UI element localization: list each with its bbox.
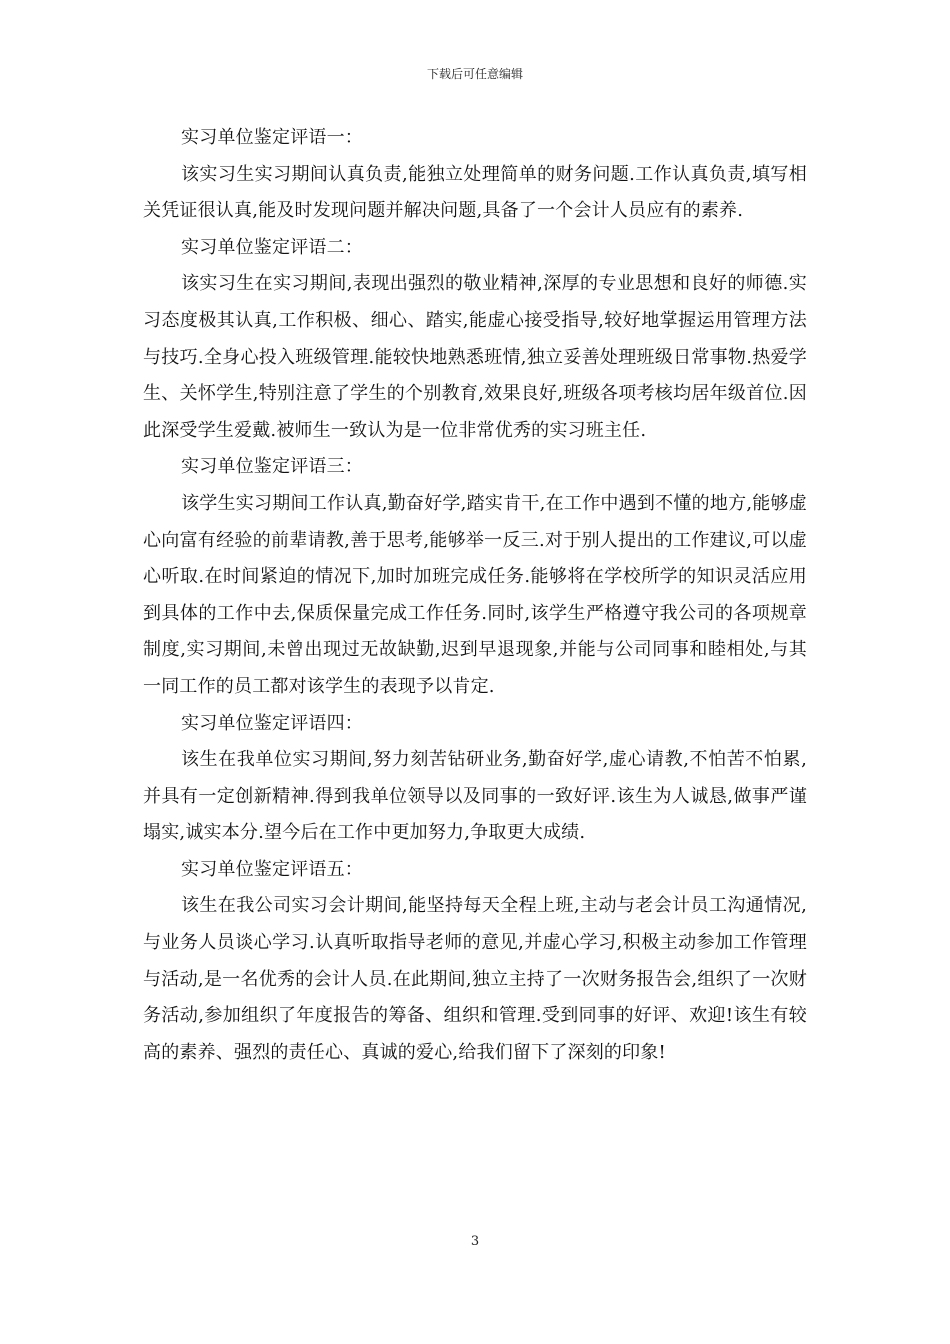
section-body-3: 该学生实习期间工作认真,勤奋好学,踏实肯干,在工作中遇到不懂的地方,能够虚心向富有经验的前辈请教,善于思考,能够举一反三.对于别人提出的工作建议,可以虚心听取.在时间紧迫的情况下,加时加班完成任务.能够将在学校所学的知识灵活应用到具体的工作中去,保质保量完成工作任务.同时,该学生严格遵守我公司的各项规章制度,实习期间,未曾出现过无故缺勤,迟到早退现象,并能与公司同事和睦相处,与其一同工作的员工都对该学生的表现予以肯定. <box>143 492 807 697</box>
section-title-4: 实习单位鉴定评语四： <box>181 712 363 734</box>
section-title-3: 实习单位鉴定评语三： <box>181 456 363 478</box>
section-body-1: 该实习生实习期间认真负责,能独立处理简单的财务问题.工作认真负责,填写相关凭证很认真,能及时发现问题并解决问题,具备了一个会计人员应有的素养. <box>143 163 807 222</box>
section-body-2: 该实习生在实习期间,表现出强烈的敬业精神,深厚的专业思想和良好的师德.实习态度极其认真,工作积极、细心、踏实,能虚心接受指导,较好地掌握运用管理方法与技巧.全身心投入班级管理.能较快地熟悉班情,独立妥善处理班级日常事物.热爱学生、关怀学生,特别注意了学生的个别教育,效果良好,班级各项考核均居年级首位.因此深受学生爱戴.被师生一致认为是一位非常优秀的实习班主任. <box>143 273 807 441</box>
section-title-2: 实习单位鉴定评语二： <box>181 236 363 258</box>
section-body-5: 该生在我公司实习会计期间,能坚持每天全程上班,主动与老会计员工沟通情况,与业务人员谈心学习.认真听取指导老师的意见,并虚心学习,积极主动参加工作管理与活动,是一名优秀的会计人员.在此期间,独立主持了一次财务报告会,组织了一次财务活动,参加组织了年度报告的筹备、组织和管理.受到同事的好评、欢迎!该生有较高的素养、强烈的责任心、真诚的爱心,给我们留下了深刻的印象! <box>143 895 807 1063</box>
section-title-1: 实习单位鉴定评语一： <box>181 127 363 148</box>
page-number: 3 <box>470 1234 480 1249</box>
document-body <box>143 120 807 1071</box>
section-body-4: 该生在我单位实习期间,努力刻苦钻研业务,勤奋好学,虚心请教,不怕苦不怕累,并具有一定创新精神.得到我单位领导以及同事的一致好评.该生为人诚恳,做事严谨塌实,诚实本分.望今后在工作中更加努力,争取更大成绩. <box>143 749 807 844</box>
page-header: 下载后可任意编辑 <box>426 67 523 81</box>
section-title-5: 实习单位鉴定评语五： <box>181 858 363 880</box>
